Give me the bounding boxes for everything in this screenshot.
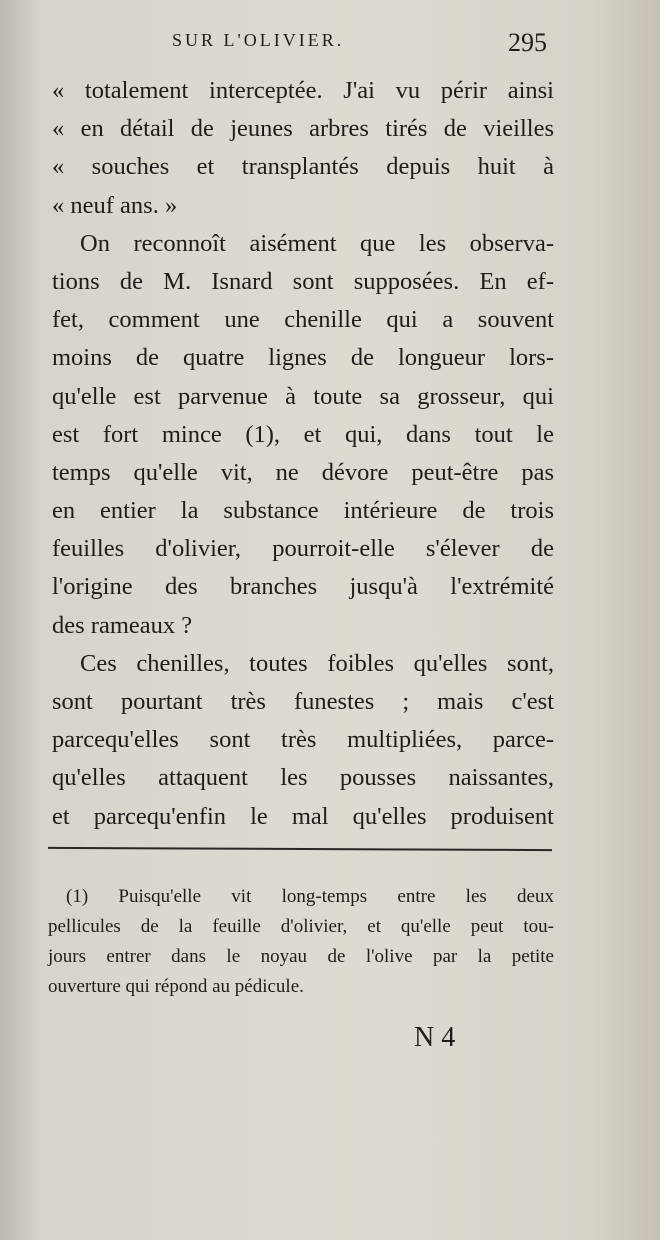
footnote-line: pellicules de la feuille d'olivier, et qu'elle peut tou- xyxy=(48,916,554,937)
text-line: feuilles d'olivier, pourroit-elle s'élever de xyxy=(52,535,554,563)
footnote-line: (1) Puisqu'elle vit long-temps entre les deux xyxy=(66,886,554,907)
text-line: est fort mince (1), et qui, dans tout le xyxy=(52,420,554,448)
signature-mark: N 4 xyxy=(414,1022,456,1053)
page-number: 295 xyxy=(508,28,547,57)
text-line: qu'elle est parvenue à toute sa grosseur, qui xyxy=(52,382,554,410)
footnote-line: jours entrer dans le noyau de l'olive par la petite xyxy=(48,946,554,967)
text-line: tions de M. Isnard sont supposées. En ef- xyxy=(52,267,554,295)
text-line: parcequ'elles sont très multipliées, parce- xyxy=(52,726,554,754)
text-line: « souches et transplantés depuis huit à xyxy=(52,153,554,181)
text-line: l'origine des branches jusqu'à l'extrémité xyxy=(52,573,554,601)
footnote-line: ouverture qui répond au pédicule. xyxy=(48,976,304,997)
body-text xyxy=(52,72,554,836)
text-line: « totalement interceptée. J'ai vu périr ainsi xyxy=(52,77,554,104)
text-line: et parcequ'enfin le mal qu'elles produisent xyxy=(52,802,554,830)
footnote xyxy=(48,882,554,1002)
text-line: fet, comment une chenille qui a souvent xyxy=(52,306,554,334)
text-line: des rameaux ? xyxy=(52,611,193,639)
text-line: en entier la substance intérieure de trois xyxy=(52,497,554,525)
text-line: « en détail de jeunes arbres tirés de vieilles xyxy=(52,115,554,143)
text-line: sont pourtant très funestes ; mais c'est xyxy=(52,688,554,715)
gutter-shadow xyxy=(0,0,40,1240)
running-head: SUR L'OLIVIER. xyxy=(172,30,345,50)
text-line: qu'elles attaquent les pousses naissantes, xyxy=(52,764,554,792)
text-line: moins de quatre lignes de longueur lors- xyxy=(52,344,554,372)
text-line: On reconnoît aisément que les observa- xyxy=(80,229,554,257)
text-line: Ces chenilles, toutes foibles qu'elles sont, xyxy=(80,649,554,677)
footnote-rule xyxy=(48,847,552,851)
text-line: « neuf ans. » xyxy=(52,191,178,219)
text-line: temps qu'elle vit, ne dévore peut-être pas xyxy=(52,458,554,486)
